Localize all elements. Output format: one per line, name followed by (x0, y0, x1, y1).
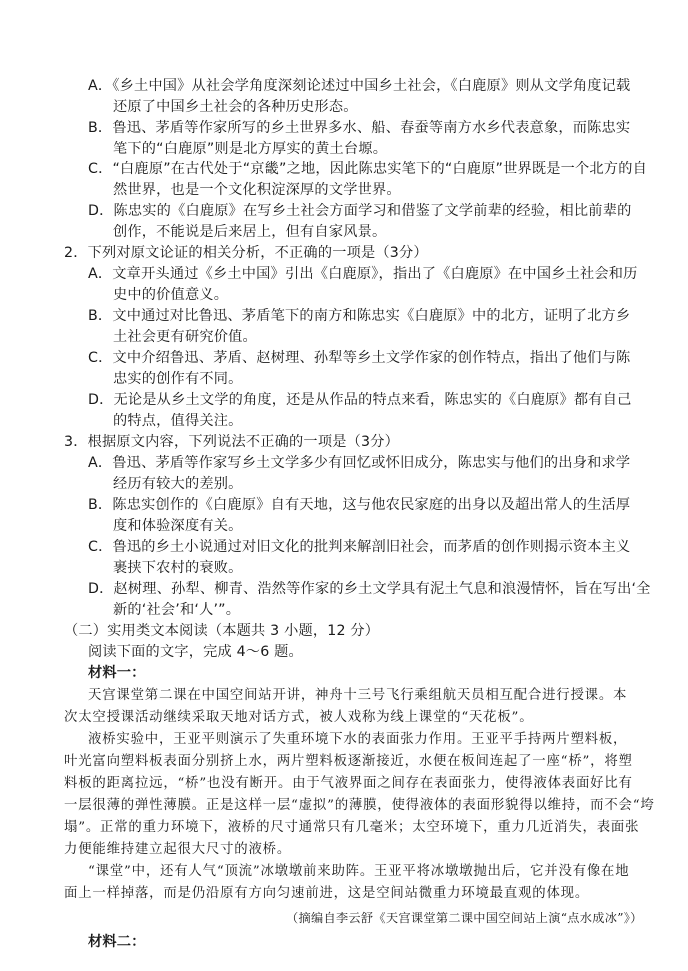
q3-option-d-line1: D．赵树理、孙犁、柳青、浩然等作家的乡土文学具有泥土气息和浪漫情怀，旨在写出‘全 (88, 581, 651, 597)
q1-option-d-line1: D．陈忠实的《白鹿原》在写乡土社会方面学习和借鉴了文学前辈的经验，相比前辈的 (88, 203, 632, 219)
q2-option-d-line2: 的特点，值得关注。 (113, 413, 243, 429)
q1-option-b-line1: B．鲁迅、茅盾等作家所写的乡土世界多水、船、春蚕等南方水乡代表意象，而陈忠实 (88, 120, 631, 136)
q3-stem: 3．根据原文内容，下列说法不正确的一项是（3分） (64, 434, 399, 450)
material1-source: （摘编自李云舒《天宫课堂第二课中国空间站上演“点水成冰”》） (286, 911, 643, 925)
q2-option-b-line2: 土社会更有研究价值。 (113, 329, 257, 345)
q3-option-c-line2: 裹挟下农村的衰败。 (113, 560, 243, 576)
q3-option-d-line2: 新的‘社会’和‘人’”。 (113, 602, 241, 618)
q2-option-b-line1: B．文中通过对比鲁迅、茅盾笔下的南方和陈忠实《白鹿原》中的北方，证明了北方乡 (88, 308, 631, 324)
material1-line: 次太空授课活动继续采取天地对话方式，被人戏称为线上课堂的“天花板”。 (64, 710, 534, 725)
q1-option-b-line2: 笔下的“白鹿原”则是北方厚实的黄土台塬。 (113, 141, 388, 157)
q1-option-a-line2: 还原了中国乡土社会的各种历史形态。 (113, 99, 358, 115)
q2-option-a-line2: 史中的价值意义。 (113, 287, 229, 303)
q2-option-d-line1: D．无论是从乡土文学的角度，还是从作品的特点来看，陈忠实的《白鹿原》都有自己 (88, 392, 632, 408)
material1-line: 塌”。正常的重力环境下，液桥的尺寸通常只有几毫米；太空环境下，重力几近消失，表面张 (64, 820, 640, 835)
q3-option-c-line1: C．鲁迅的乡土小说通过对旧文化的批判来解剖旧社会，而茅盾的创作则揭示资本主义 (88, 539, 631, 555)
q1-option-c-line2: 然世界，也是一个文化积淀深厚的文学世界。 (113, 182, 401, 198)
material1-line: “课堂”中，还有人气“顶流”冰墩墩前来助阵。王亚平将冰墩墩抛出后，它并没有像在地 (88, 864, 630, 879)
section2-instruction: 阅读下面的文字，完成 4～6 题。 (88, 644, 303, 660)
material1-line: 料板的距离拉远，“桥”也没有断开。由于气液界面之间存在表面张力，使得液体表面好比有 (64, 776, 633, 791)
q2-option-c-line1: C．文中介绍鲁迅、茅盾、赵树理、孙犁等乡土文学作家的创作特点，指出了他们与陈 (88, 350, 631, 366)
material1-label: 材料一： (88, 665, 146, 681)
q1-option-c-line1: C．“白鹿原”在古代处于“京畿”之地，因此陈忠实笔下的“白鹿原”世界既是一个北方的自 (88, 161, 647, 177)
q2-option-a-line1: A．文章开头通过《乡土中国》引出《白鹿原》，指出了《白鹿原》在中国乡土社会和历 (88, 266, 638, 282)
q1-option-a-line1: A．《乡土中国》从社会学角度深刻论述过中国乡土社会，《白鹿原》则从文学角度记载 (88, 78, 631, 94)
q3-option-a-line2: 经历有较大的差别。 (113, 476, 243, 492)
material1-line: 液桥实验中，王亚平则演示了失重环境下水的表面张力作用。王亚平手持两片塑料板， (88, 732, 628, 747)
q2-option-c-line2: 忠实的创作有不同。 (113, 371, 243, 387)
q3-option-b-line2: 度和体验深度有关。 (113, 518, 243, 534)
q3-option-b-line1: B．陈忠实创作的《白鹿原》自有天地，这与他农民家庭的出身以及超出常人的生活厚 (88, 497, 631, 513)
section2-heading: （二）实用类文本阅读（本题共 3 小题，12 分） (64, 623, 380, 639)
q3-option-a-line1: A．鲁迅、茅盾等作家写乡土文学多少有回忆或怀旧成分，陈忠实与他们的出身和求学 (88, 455, 631, 471)
material2-label: 材料二： (88, 934, 146, 950)
material1-line: 面上一样掉落，而是仍沿原有方向匀速前进，这是空间站微重力环境最直观的体现。 (64, 886, 590, 901)
material1-line: 一层很薄的弹性薄膜。正是这样一层“虚拟”的薄膜，使得液体的表面形貌得以维持，而不会“垮 (64, 798, 655, 813)
material1-line: 叶光富向塑料板表面分别挤上水，两片塑料板逐渐接近，水便在板间连起了一座“桥”，将塑 (64, 754, 633, 769)
material1-line: 天宫课堂第二课在中国空间站开讲，神舟十三号飞行乘组航天员相互配合进行授课。本 (88, 688, 628, 703)
material1-line: 力便能维持建立起很大尺寸的液桥。 (64, 842, 292, 857)
q2-stem: 2．下列对原文论证的相关分析，不正确的一项是（3分） (64, 245, 428, 261)
q1-option-d-line2: 创作，不能说是后来居上，但有自家风景。 (113, 224, 387, 240)
